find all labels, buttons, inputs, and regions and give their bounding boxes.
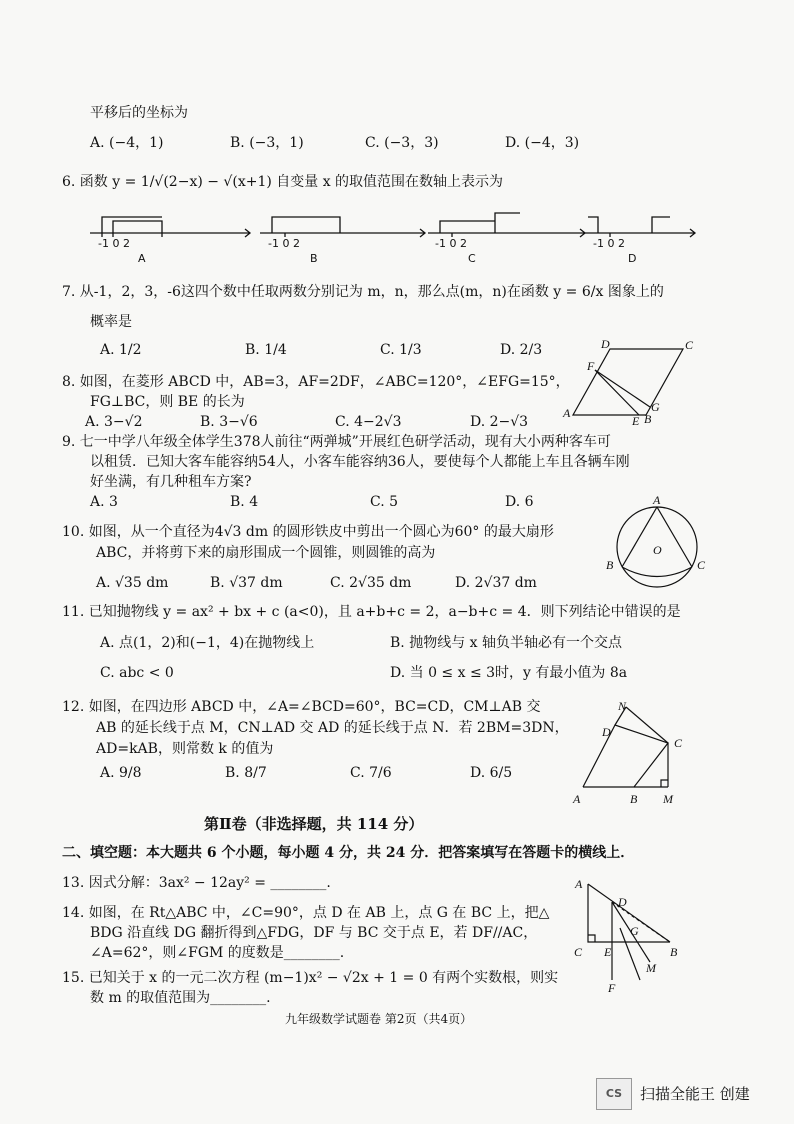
- q10-line1: 10. 如图，从一个直径为4√3 dm 的圆形铁皮中剪出一个圆心为60° 的最大扇形: [62, 524, 554, 540]
- q7-line1: 7. 从-1，2，3，-6这四个数中任取两数分别记为 m，n，那么点(m，n)在函数 y = 6/x 图象上的: [62, 284, 664, 300]
- q9-option-a: A. 3: [90, 494, 118, 510]
- q15-line1: 15. 已知关于 x 的一元二次方程 (m−1)x² − √2x + 1 = 0 有两个实数根，则实: [62, 970, 559, 986]
- q8-label-a: A: [563, 406, 571, 420]
- q10-label-c: C: [697, 558, 706, 572]
- q6-stem: 6. 函数 y = 1/√(2−x) − √(x+1) 自变量 x 的取值范围在数轴上表示为: [62, 174, 504, 190]
- q6-axis-d-ticks: -1 0 2: [593, 237, 625, 250]
- q10-option-a: A. √35 dm: [96, 575, 169, 591]
- q6-axis-a-ticks: -1 0 2: [98, 237, 130, 250]
- q10-label-a: A: [653, 494, 661, 507]
- q9-line1: 9. 七一中学八年级全体学生378人前往“两弹城”开展红色研学活动，现有大小两种客车可: [62, 434, 611, 450]
- page-footer: 九年级数学试题卷 第2页（共4页）: [285, 1012, 473, 1026]
- q12-label-d: D: [602, 725, 611, 739]
- q8-label-e: E: [632, 414, 640, 427]
- q14-label-c: C: [574, 945, 583, 959]
- q14-label-b: B: [670, 945, 678, 959]
- q9-option-d: D. 6: [505, 494, 534, 510]
- q14-line2: BDG 沿直线 DG 翻折得到△FDG，DF 与 BC 交于点 E，若 DF//AC，: [90, 925, 538, 941]
- q11-option-d: D. 当 0 ≤ x ≤ 3时，y 有最小值为 8a: [390, 665, 628, 681]
- q11-option-b: B. 抛物线与 x 轴负半轴必有一个交点: [390, 635, 622, 651]
- q12-line2: AB 的延长线于点 M，CN⊥AD 交 AD 的延长线于点 N．若 2BM=3DN，: [96, 720, 569, 736]
- q12-label-b: B: [630, 792, 638, 806]
- q7-option-c: C. 1/3: [380, 342, 422, 358]
- q11-option-c: C. abc < 0: [100, 665, 174, 681]
- q12-option-b: B. 8/7: [225, 765, 267, 781]
- q6-label-d: D: [628, 252, 637, 265]
- q14-label-d: D: [618, 895, 627, 909]
- q8-line1: 8. 如图，在菱形 ABCD 中，AB=3，AF=2DF，∠ABC=120°，∠EFG=15°，: [62, 374, 570, 390]
- q8-option-a: A. 3−√2: [85, 414, 143, 430]
- q10-option-c: C. 2√35 dm: [330, 575, 412, 591]
- q8-label-g: G: [651, 400, 660, 414]
- q10-line2: ABC，并将剪下来的扇形围成一个圆锥，则圆锥的高为: [96, 545, 436, 561]
- q9-line3: 好坐满，有几种租车方案?: [90, 474, 252, 490]
- q12-line1: 12. 如图，在四边形 ABCD 中，∠A=∠BCD=60°，BC=CD，CM⊥AB 交: [62, 699, 541, 715]
- q14-label-g: G: [630, 924, 639, 938]
- q8-label-c: C: [685, 338, 694, 352]
- q12-option-c: C. 7/6: [350, 765, 392, 781]
- q8-label-b: B: [644, 412, 652, 426]
- q8-label-d: D: [601, 337, 610, 351]
- q14-label-f: F: [608, 981, 616, 995]
- q14-label-a: A: [575, 877, 583, 891]
- q9-option-c: C. 5: [370, 494, 399, 510]
- q12-label-n: N: [618, 699, 627, 713]
- q8-label-f: F: [587, 359, 595, 373]
- q5-tail: 平移后的坐标为: [90, 105, 188, 121]
- q12-label-m: M: [663, 792, 673, 806]
- q10-label-o: O: [653, 543, 662, 557]
- q10-circle-figure: [600, 494, 710, 594]
- q12-label-a: A: [573, 792, 581, 806]
- q7-option-d: D. 2/3: [500, 342, 543, 358]
- q5-option-a: A. (−4，1): [90, 135, 164, 151]
- q8-line2: FG⊥BC，则 BE 的长为: [90, 394, 245, 410]
- q8-option-c: C. 4−2√3: [335, 414, 402, 430]
- q10-option-b: B. √37 dm: [210, 575, 283, 591]
- q10-label-b: B: [606, 558, 614, 572]
- q12-label-c: C: [674, 736, 683, 750]
- q8-option-d: D. 2−√3: [470, 414, 529, 430]
- q12-quadrilateral-figure: [568, 695, 693, 810]
- q7-line2: 概率是: [90, 314, 132, 330]
- q14-line1: 14. 如图，在 Rt△ABC 中，∠C=90°，点 D 在 AB 上，点 G 在 BC 上，把△: [62, 905, 550, 921]
- q8-option-b: B. 3−√6: [200, 414, 258, 430]
- scanner-logo: CS: [596, 1078, 632, 1110]
- q7-option-b: B. 1/4: [245, 342, 287, 358]
- q12-option-a: A. 9/8: [100, 765, 142, 781]
- q14-triangle-figure: [560, 872, 690, 997]
- q9-option-b: B. 4: [230, 494, 259, 510]
- q11-option-a: A. 点(1，2)和(−1，4)在抛物线上: [100, 635, 315, 651]
- q6-axis-c-ticks: -1 0 2: [435, 237, 467, 250]
- q5-option-b: B. (−3，1): [230, 135, 304, 151]
- q6-label-c: C: [468, 252, 476, 265]
- q11-line1: 11. 已知抛物线 y = ax² + bx + c (a<0)，且 a+b+c = 2，a−b+c = 4．则下列结论中错误的是: [62, 604, 681, 620]
- q7-option-a: A. 1/2: [100, 342, 142, 358]
- q6-number-lines: [80, 205, 700, 265]
- q6-label-b: B: [310, 252, 318, 265]
- section2-heading: 二、填空题：本大题共 6 个小题，每小题 4 分，共 24 分．把答案填写在答题卡的横线上．: [62, 845, 635, 861]
- q13-text: 13. 因式分解：3ax² − 12ay² = ________.: [62, 875, 331, 891]
- q14-line3: ∠A=62°，则∠FGM 的度数是________.: [90, 945, 345, 961]
- q12-option-d: D. 6/5: [470, 765, 513, 781]
- section2-title: 第Ⅱ卷（非选择题，共 114 分）: [204, 815, 424, 833]
- q5-option-c: C. (−3，3): [365, 135, 439, 151]
- q14-label-e: E: [604, 945, 612, 959]
- q12-line3: AD=kAB，则常数 k 的值为: [96, 741, 274, 757]
- q8-rhombus-figure: [558, 335, 698, 427]
- scanner-watermark: 扫描全能王 创建: [640, 1085, 750, 1103]
- q14-label-m: M: [646, 961, 656, 975]
- q6-axis-b-ticks: -1 0 2: [268, 237, 300, 250]
- q9-line2: 以租赁．已知大客车能容纳54人，小客车能容纳36人，要使每个人都能上车且各辆车刚: [90, 454, 630, 470]
- q6-label-a: A: [138, 252, 146, 265]
- q5-option-d: D. (−4，3): [505, 135, 580, 151]
- q15-line2: 数 m 的取值范围为________.: [90, 990, 271, 1006]
- q10-option-d: D. 2√37 dm: [455, 575, 537, 591]
